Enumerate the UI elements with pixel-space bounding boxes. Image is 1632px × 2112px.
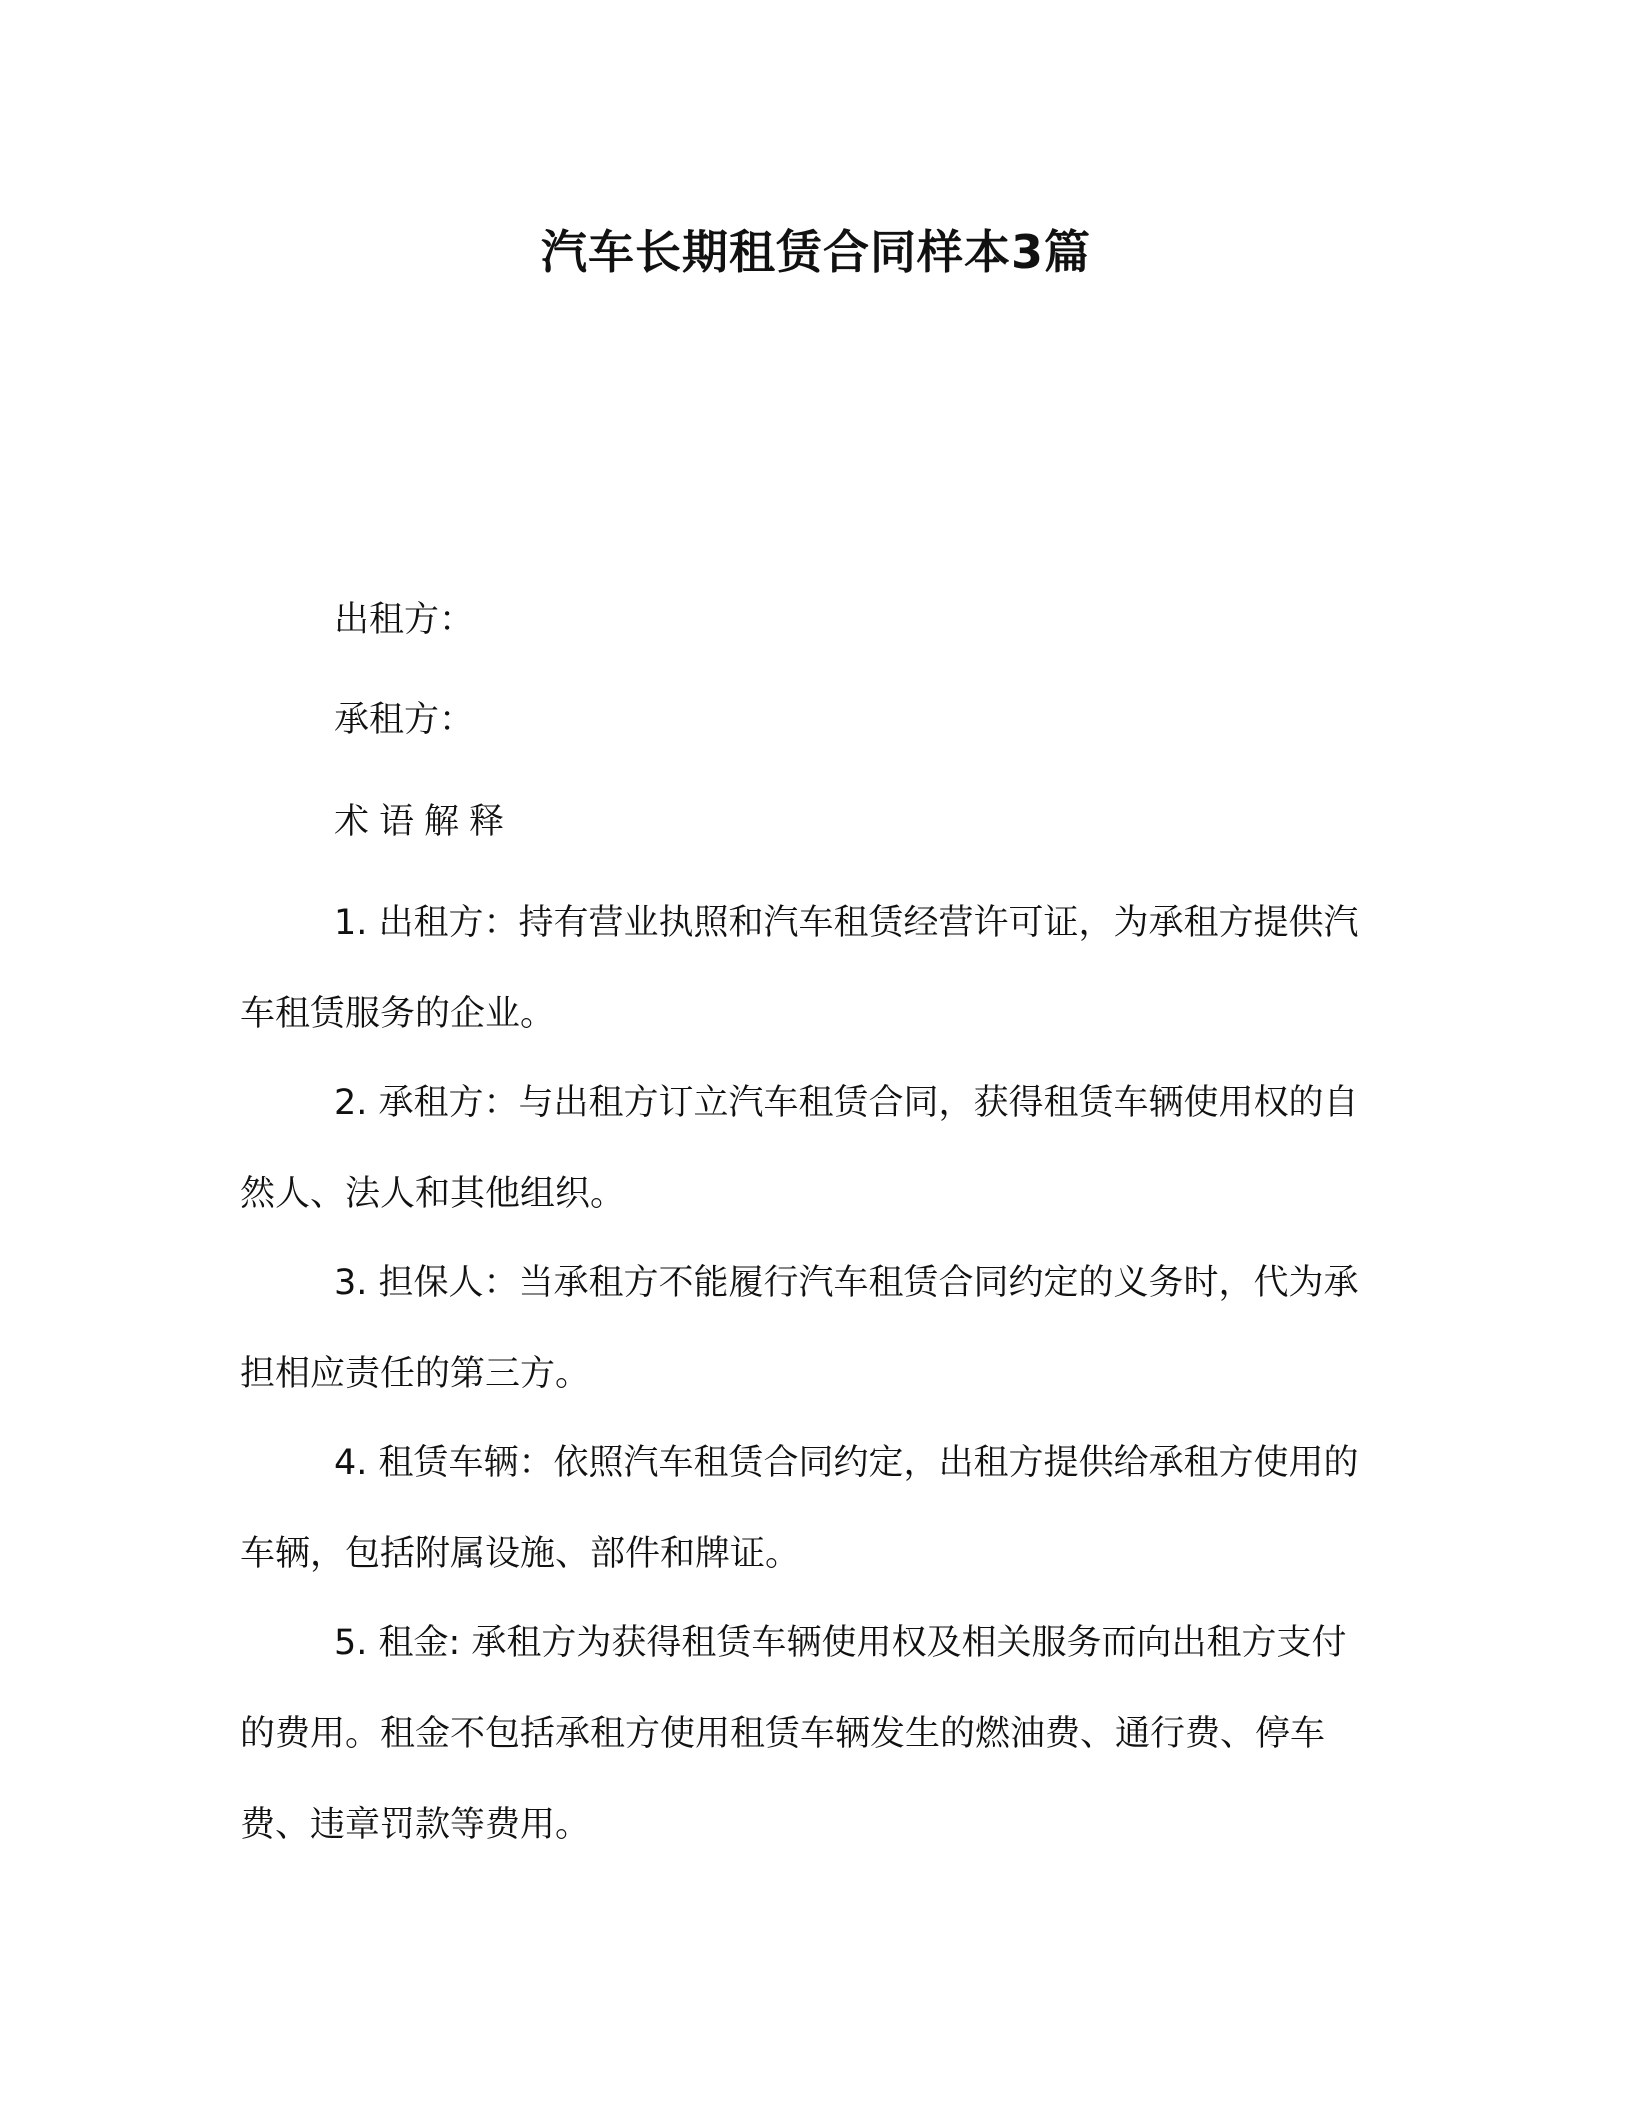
term-item: 1. 出租方：持有营业执照和汽车租赁经营许可证，为承租方提供汽车租赁服务的企业。 xyxy=(240,903,1359,1034)
term-item: 3. 担保人：当承租方不能履行汽车租赁合同约定的义务时，代为承担相应责任的第三方。 xyxy=(240,1263,1359,1394)
lessee-label: 承租方： xyxy=(334,700,475,740)
document-title: 汽车长期租赁合同样本3篇 xyxy=(540,225,1091,279)
term-item: 5. 租金: 承租方为获得租赁车辆使用权及相关服务而向出租方支付的费用。租金不包括承租方使用租赁车辆发生的燃油费、通行费、停车费、违章罚款等费用。 xyxy=(240,1623,1347,1845)
terms-heading: 术语解释 xyxy=(334,802,515,842)
lessor-label: 出租方： xyxy=(334,600,475,640)
term-item: 4. 租赁车辆：依照汽车租赁合同约定，出租方提供给承租方使用的车辆，包括附属设施、部件和牌证。 xyxy=(240,1443,1359,1574)
term-item: 2. 承租方：与出租方订立汽车租赁合同，获得租赁车辆使用权的自然人、法人和其他组织。 xyxy=(240,1083,1359,1214)
